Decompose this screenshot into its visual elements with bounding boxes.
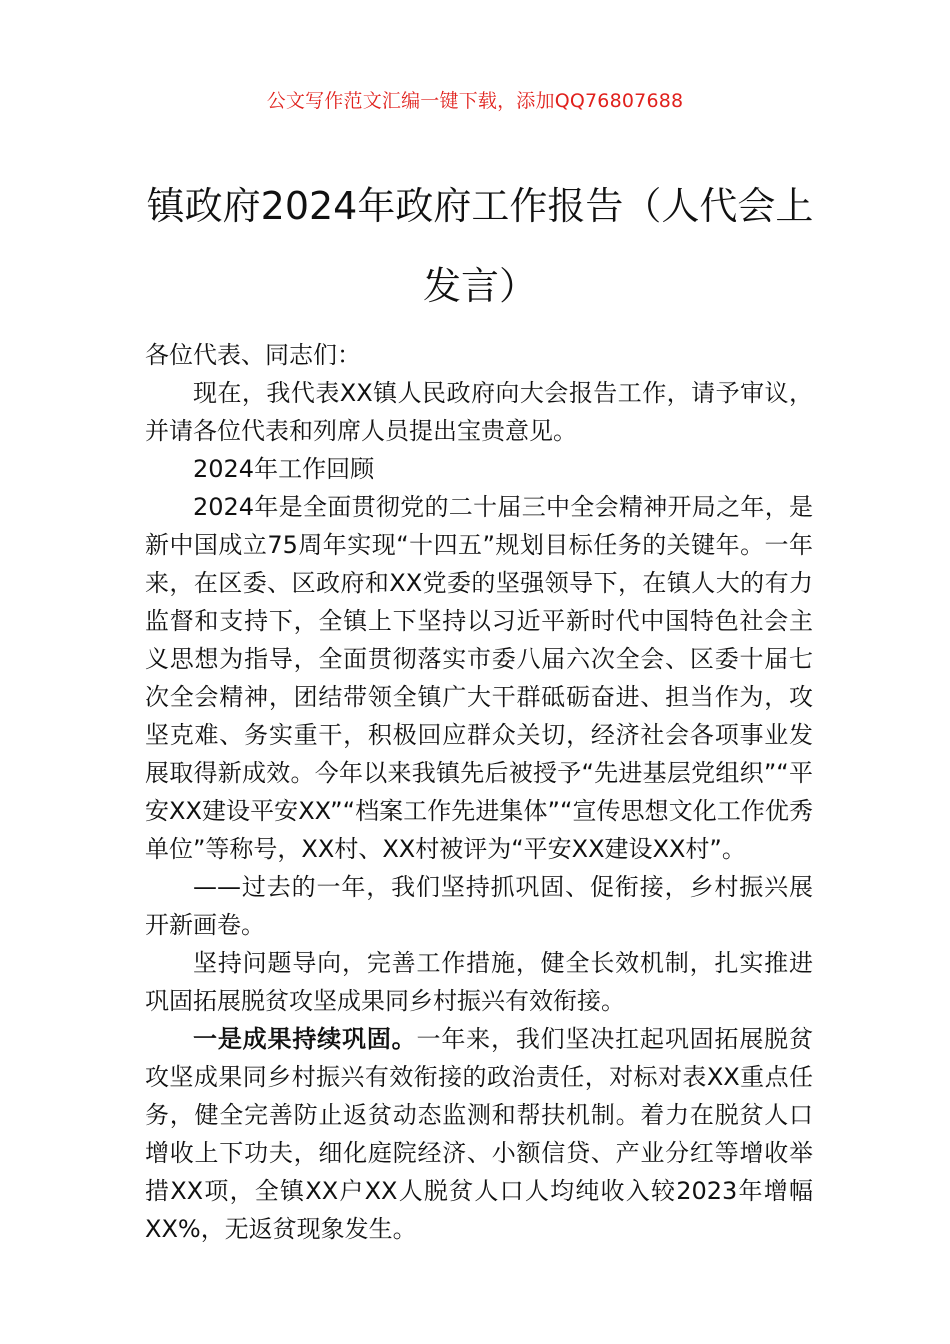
paragraph-rural-revitalization: ——过去的一年，我们坚持抓巩固、促衔接，乡村振兴展开新画卷。 <box>145 873 813 939</box>
paragraph-overview: 2024年是全面贯彻党的二十届三中全会精神开局之年，是新中国成立75周年实现“十四五”规划目标任务的关键年。一年来，在区委、区政府和XX党委的坚强领导下，在镇人大的有力监督和支持下，全镇上下坚持以习近平新时代中国特色社会主义思想为指导，全面贯彻落实市委八届六次全会、区委十届七次全会精神，团结带领全镇广大干群砥砺奋进、担当作为，攻坚克难、务实重干，积极回应群众关切，经济社会各项事业发展取得新成效。今年以来我镇先后被授予“先进基层党组织”“平安XX建设平安XX”“档案工作先进集体”“宣传思想文化工作优秀单位”等称号，XX村、XX村被评为“平安XX建设XX村”。 <box>145 493 813 863</box>
salutation: 各位代表、同志们： <box>145 341 361 369</box>
point-one-text: 一年来，我们坚决扛起巩固拓展脱贫攻坚成果同乡村振兴有效衔接的政治责任，对标对表XX重点任务，健全完善防止返贫动态监测和帮扶机制。着力在脱贫人口增收上下功夫，细化庭院经济、小额信贷、产业分红等增收举措XX项，全镇XX户XX人脱贫人口人均纯收入较2023年增幅XX%，无返贫现象发生。 <box>145 1025 813 1243</box>
paragraph-problem-orientation: 坚持问题导向，完善工作措施，健全长效机制，扎实推进巩固拓展脱贫攻坚成果同乡村振兴有效衔接。 <box>145 949 813 1015</box>
point-one-heading: 一是成果持续巩固。 <box>193 1025 417 1053</box>
document-body <box>145 336 813 1248</box>
paragraph-point-one <box>145 1020 813 1248</box>
download-promo-banner: 公文写作范文汇编一键下载，添加QQ76807688 <box>266 90 684 112</box>
document-title: 镇政府2024年政府工作报告（人代会上发言） <box>146 184 814 308</box>
section-heading-review: 2024年工作回顾 <box>193 455 375 483</box>
paragraph-intro: 现在，我代表XX镇人民政府向大会报告工作，请予审议，并请各位代表和列席人员提出宝贵意见。 <box>145 379 813 445</box>
